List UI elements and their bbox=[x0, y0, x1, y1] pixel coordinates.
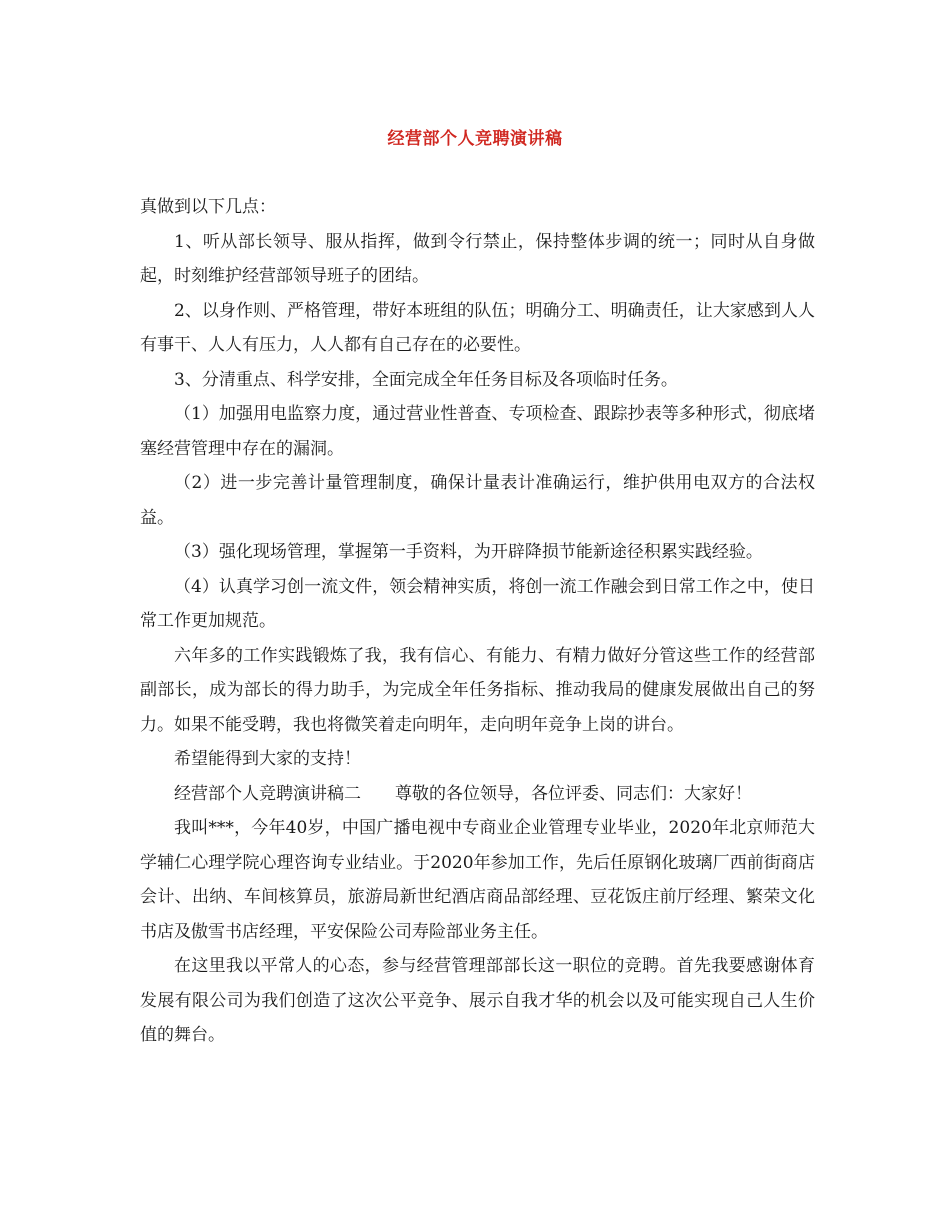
paragraph: 希望能得到大家的支持！ bbox=[174, 749, 361, 769]
greeting: 尊敬的各位领导，各位评委、同志们：大家好！ bbox=[395, 783, 752, 804]
document-body bbox=[140, 190, 815, 1053]
paragraph: 2、以身作则、严格管理，带好本班组的队伍；明确分工、明确责任，让大家感到人人有事干、人人有压力，人人都有自己存在的必要性。 bbox=[140, 300, 815, 355]
paragraph: 在这里我以平常人的心态，参与经营管理部部长这一职位的竞聘。首先我要感谢体育发展有限公司为我们创造了这次公平竞争、展示自我才华的机会以及可能实现自己人生价值的舞台。 bbox=[140, 956, 815, 1045]
paragraph: （4）认真学习创一流文件，领会精神实质，将创一流工作融会到日常工作之中，使日常工作更加规范。 bbox=[140, 576, 815, 631]
document-title: 经营部个人竞聘演讲稿 bbox=[387, 129, 563, 149]
paragraph: （2）进一步完善计量管理制度，确保计量表计准确运行，维护供用电双方的合法权益。 bbox=[140, 473, 815, 528]
second-title: 经营部个人竞聘演讲稿二 bbox=[174, 783, 361, 804]
paragraph: 3、分清重点、科学安排，全面完成全年任务目标及各项临时任务。 bbox=[174, 369, 678, 390]
paragraph: 六年多的工作实践锻炼了我，我有信心、有能力、有精力做好分管这些工作的经营部副部长，成为部长的得力助手，为完成全年任务指标、推动我局的健康发展做出自己的努力。如果不能受聘，我也将微笑着走向明年，走向明年竞争上岗的讲台。 bbox=[140, 645, 815, 735]
paragraph: 我叫***，今年40岁，中国广播电视中专商业企业管理专业毕业，2020年北京师范大学辅仁心理学院心理咨询专业结业。于2020年参加工作，先后任原钢化玻璃厂西前街商店会计、出纳、车间核算员，旅游局新世纪酒店商品部经理、豆花饭庄前厅经理、繁荣文化书店及傲雪书店经理，平安保险公司寿险部业务主任。 bbox=[140, 818, 815, 942]
paragraph: （3）强化现场管理，掌握第一手资料，为开辟降损节能新途径积累实践经验。 bbox=[174, 542, 763, 562]
paragraph: 1、听从部长领导、服从指挥，做到令行禁止，保持整体步调的统一；同时从自身做起，时刻维护经营部领导班子的团结。 bbox=[140, 231, 815, 286]
paragraph: 真做到以下几点： bbox=[140, 197, 276, 217]
paragraph: （1）加强用电监察力度，通过营业性普查、专项检查、跟踪抄表等多种形式，彻底堵塞经营管理中存在的漏洞。 bbox=[140, 404, 815, 459]
second-title-line bbox=[140, 777, 815, 812]
